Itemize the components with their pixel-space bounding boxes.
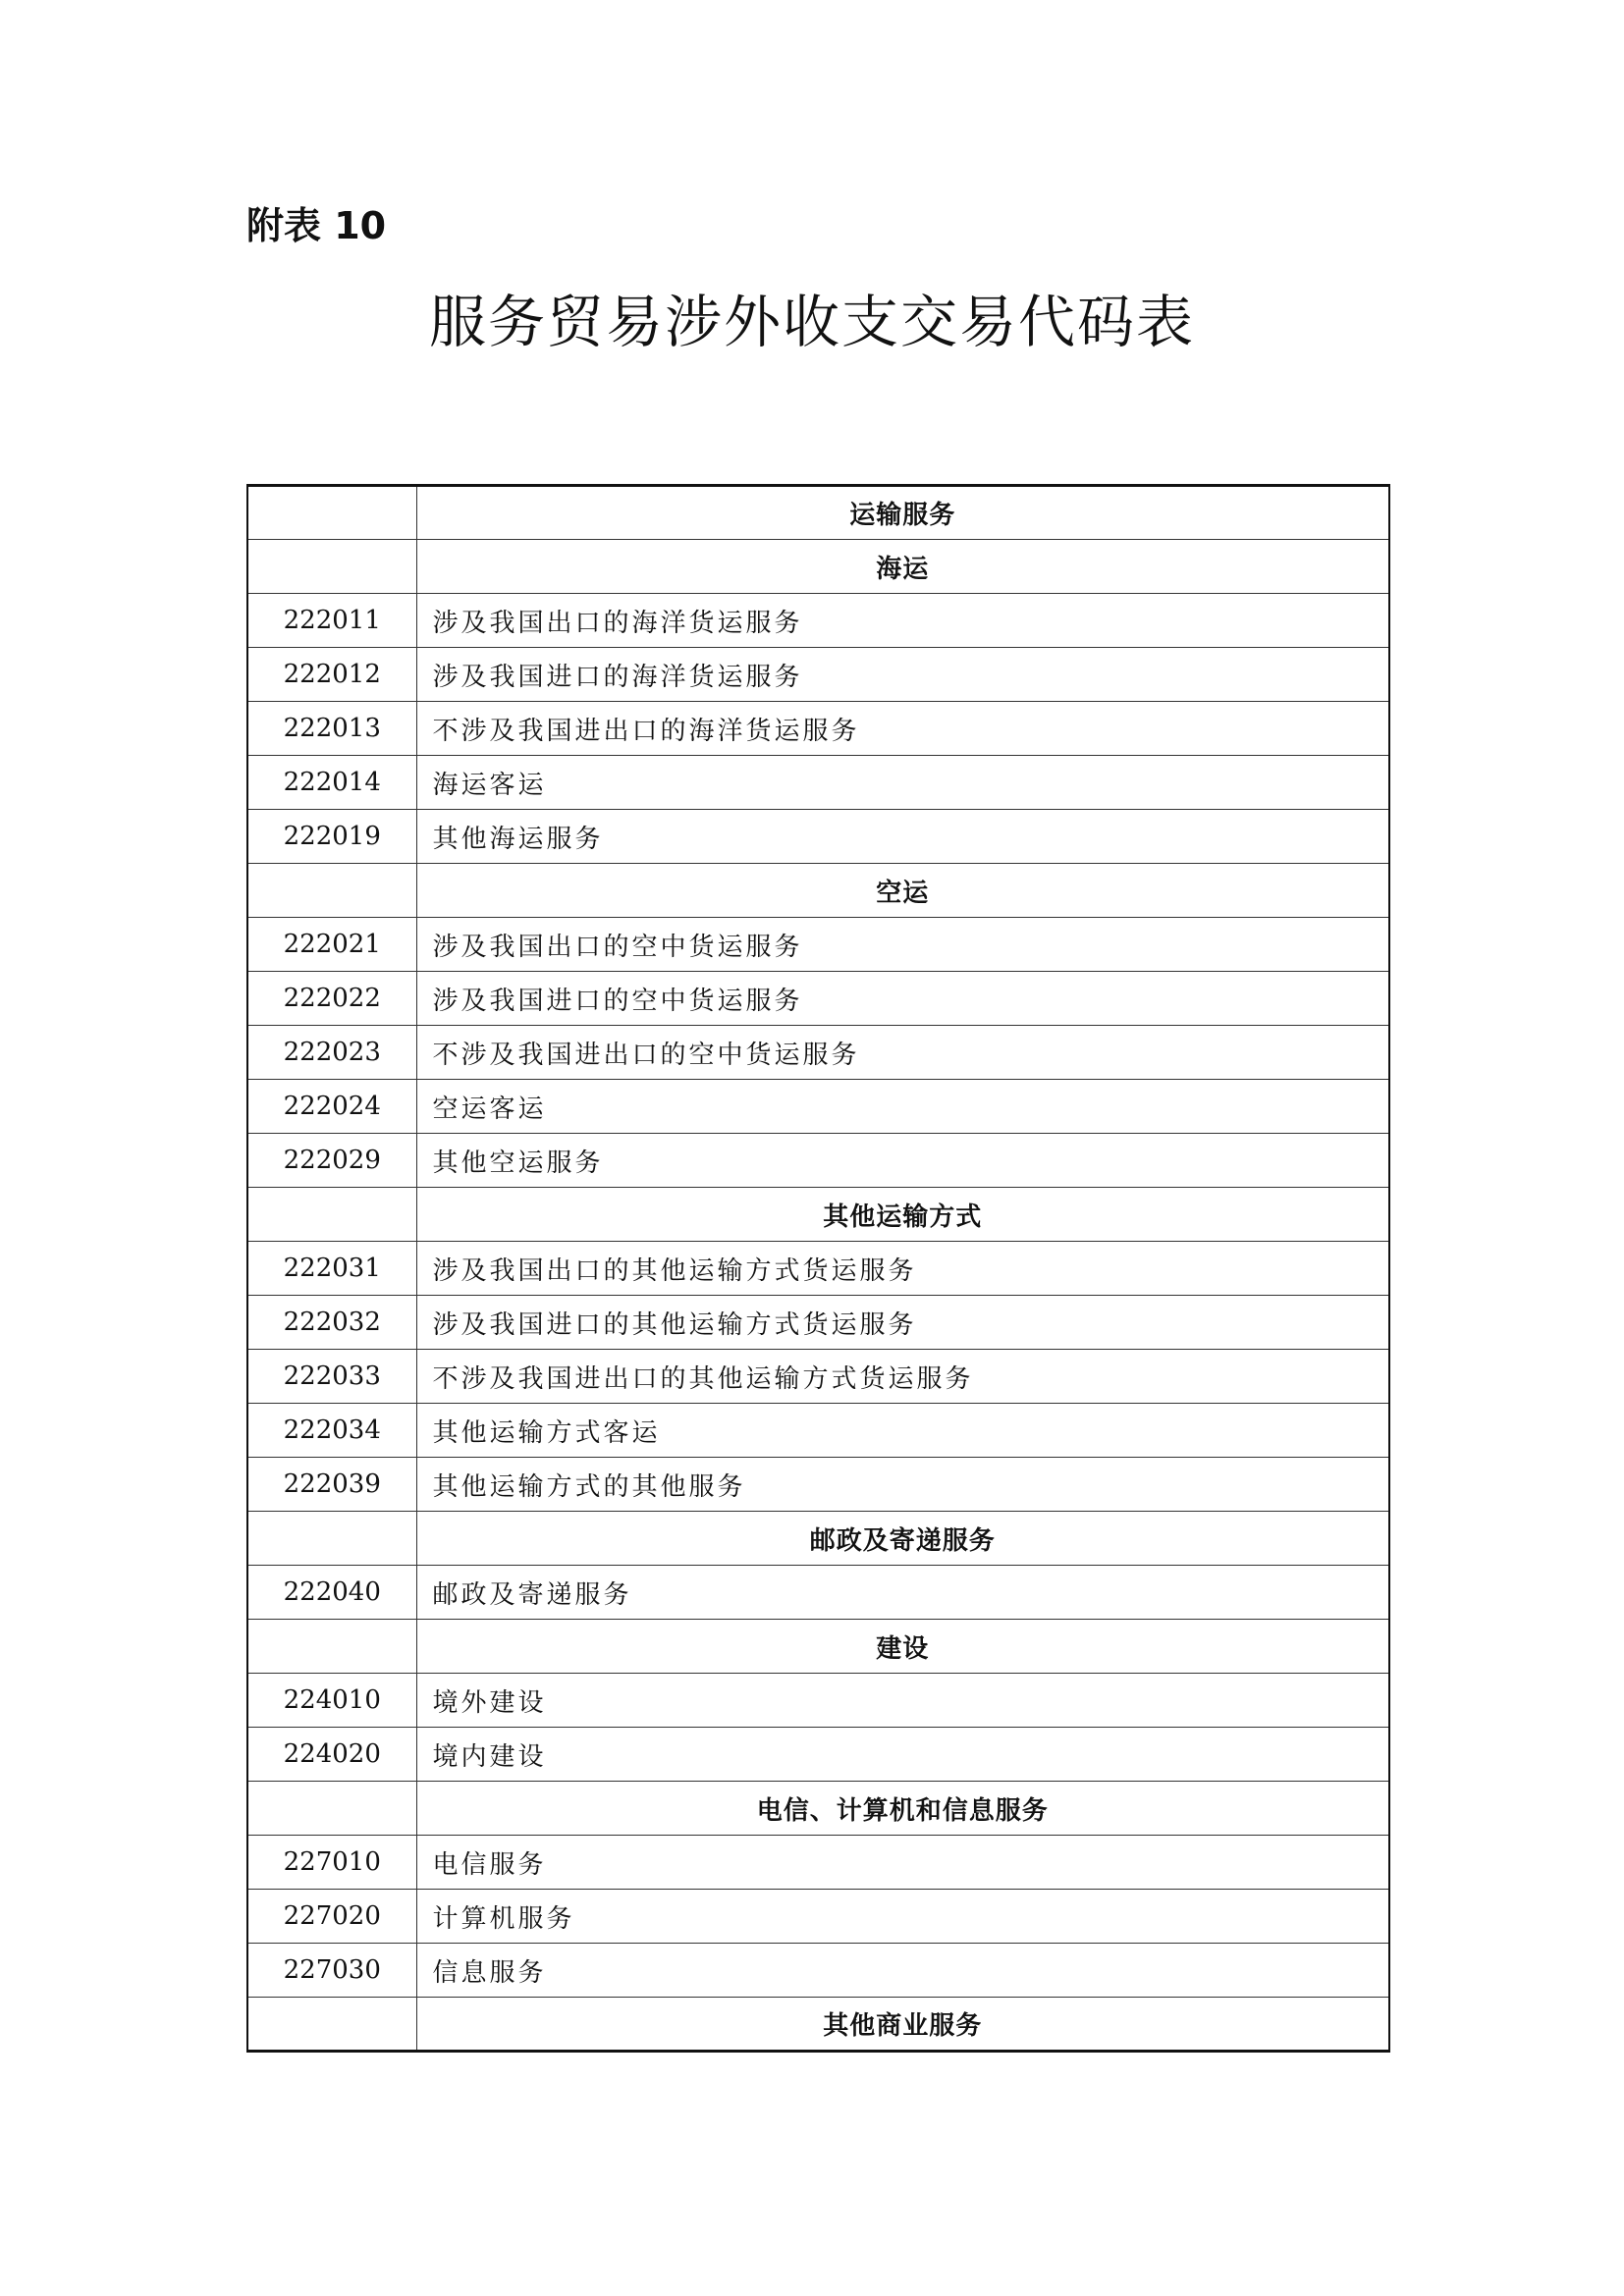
description-cell: 境外建设 xyxy=(416,1674,1389,1728)
transaction-code-cell: 222014 xyxy=(247,756,416,810)
table-section-row xyxy=(247,1782,1389,1836)
description-cell: 涉及我国出口的海洋货运服务 xyxy=(416,594,1389,648)
transaction-code-cell: 222013 xyxy=(247,702,416,756)
table-row xyxy=(247,1026,1389,1080)
transaction-code-cell: 222032 xyxy=(247,1296,416,1350)
description-cell: 不涉及我国进出口的海洋货运服务 xyxy=(416,702,1389,756)
table-section-row xyxy=(247,1620,1389,1674)
table-section-row xyxy=(247,864,1389,918)
description-cell: 涉及我国出口的其他运输方式货运服务 xyxy=(416,1242,1389,1296)
table-section-row xyxy=(247,1512,1389,1566)
transaction-code-cell: 222033 xyxy=(247,1350,416,1404)
table-row xyxy=(247,1944,1389,1998)
section-heading-cell: 邮政及寄递服务 xyxy=(416,1512,1389,1566)
table-section-row xyxy=(247,1188,1389,1242)
transaction-code-cell: 222022 xyxy=(247,972,416,1026)
transaction-code-cell: 222012 xyxy=(247,648,416,702)
transaction-code-cell: 222031 xyxy=(247,1242,416,1296)
transaction-code-cell: 222021 xyxy=(247,918,416,972)
transaction-code-table xyxy=(246,484,1390,2053)
description-cell: 涉及我国进口的空中货运服务 xyxy=(416,972,1389,1026)
table-row xyxy=(247,1134,1389,1188)
description-cell: 其他空运服务 xyxy=(416,1134,1389,1188)
table-row xyxy=(247,1080,1389,1134)
table-row xyxy=(247,756,1389,810)
appendix-label: 附表 10 xyxy=(246,204,387,247)
transaction-code-cell xyxy=(247,1782,416,1836)
description-cell: 信息服务 xyxy=(416,1944,1389,1998)
transaction-code-cell xyxy=(247,486,416,540)
table-row xyxy=(247,702,1389,756)
table-row xyxy=(247,1404,1389,1458)
table-row xyxy=(247,972,1389,1026)
transaction-code-cell: 222029 xyxy=(247,1134,416,1188)
transaction-code-cell xyxy=(247,1998,416,2052)
section-heading-cell: 电信、计算机和信息服务 xyxy=(416,1782,1389,1836)
transaction-code-cell xyxy=(247,864,416,918)
description-cell: 境内建设 xyxy=(416,1728,1389,1782)
description-cell: 电信服务 xyxy=(416,1836,1389,1890)
description-cell: 不涉及我国进出口的其他运输方式货运服务 xyxy=(416,1350,1389,1404)
description-cell: 邮政及寄递服务 xyxy=(416,1566,1389,1620)
table-row xyxy=(247,1242,1389,1296)
description-cell: 涉及我国进口的海洋货运服务 xyxy=(416,648,1389,702)
table-row xyxy=(247,1890,1389,1944)
transaction-code-cell: 222034 xyxy=(247,1404,416,1458)
description-cell: 计算机服务 xyxy=(416,1890,1389,1944)
section-heading-cell: 其他运输方式 xyxy=(416,1188,1389,1242)
document-title: 服务贸易涉外收支交易代码表 xyxy=(428,289,1195,355)
transaction-code-cell: 222024 xyxy=(247,1080,416,1134)
description-cell: 不涉及我国进出口的空中货运服务 xyxy=(416,1026,1389,1080)
transaction-code-cell: 224010 xyxy=(247,1674,416,1728)
section-heading-cell: 海运 xyxy=(416,540,1389,594)
table-section-row xyxy=(247,540,1389,594)
table-row xyxy=(247,1674,1389,1728)
description-cell: 空运客运 xyxy=(416,1080,1389,1134)
section-heading-cell: 其他商业服务 xyxy=(416,1998,1389,2052)
transaction-code-cell: 222039 xyxy=(247,1458,416,1512)
table-section-row xyxy=(247,1998,1389,2052)
transaction-code-cell: 227010 xyxy=(247,1836,416,1890)
description-cell: 其他海运服务 xyxy=(416,810,1389,864)
section-heading-cell: 空运 xyxy=(416,864,1389,918)
description-cell: 涉及我国进口的其他运输方式货运服务 xyxy=(416,1296,1389,1350)
table-row xyxy=(247,1458,1389,1512)
description-cell: 涉及我国出口的空中货运服务 xyxy=(416,918,1389,972)
transaction-code-cell: 222040 xyxy=(247,1566,416,1620)
table-row xyxy=(247,1836,1389,1890)
transaction-code-cell: 222019 xyxy=(247,810,416,864)
table-row xyxy=(247,648,1389,702)
table-row xyxy=(247,1728,1389,1782)
transaction-code-cell xyxy=(247,1188,416,1242)
table-row xyxy=(247,918,1389,972)
table-row xyxy=(247,594,1389,648)
transaction-code-cell: 222023 xyxy=(247,1026,416,1080)
transaction-code-cell xyxy=(247,1620,416,1674)
transaction-code-cell: 227030 xyxy=(247,1944,416,1998)
transaction-code-cell: 227020 xyxy=(247,1890,416,1944)
section-heading-cell: 建设 xyxy=(416,1620,1389,1674)
transaction-code-cell xyxy=(247,1512,416,1566)
transaction-code-cell: 222011 xyxy=(247,594,416,648)
table-row xyxy=(247,1350,1389,1404)
description-cell: 其他运输方式的其他服务 xyxy=(416,1458,1389,1512)
table-row xyxy=(247,1566,1389,1620)
table-row xyxy=(247,1296,1389,1350)
table-section-row xyxy=(247,486,1389,540)
transaction-code-cell xyxy=(247,540,416,594)
description-cell: 海运客运 xyxy=(416,756,1389,810)
description-cell: 其他运输方式客运 xyxy=(416,1404,1389,1458)
section-heading-cell: 运输服务 xyxy=(416,486,1389,540)
table-body xyxy=(247,486,1389,2052)
transaction-code-cell: 224020 xyxy=(247,1728,416,1782)
table-row xyxy=(247,810,1389,864)
